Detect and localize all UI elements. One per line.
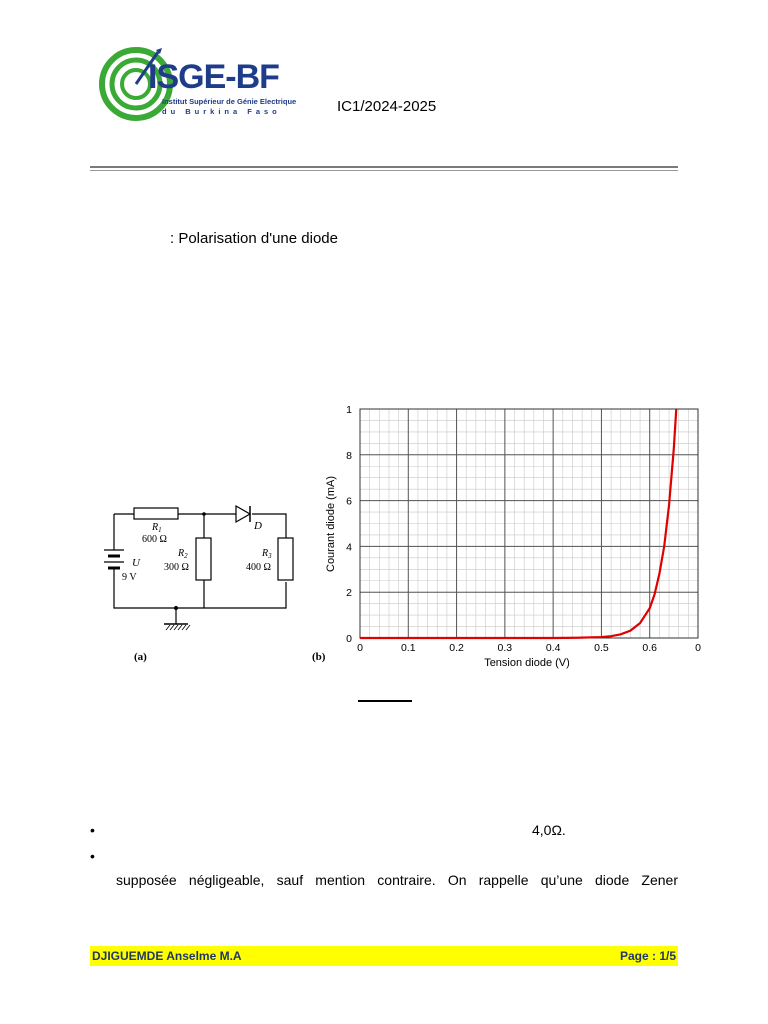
r1-label: $R_1$ (152, 522, 162, 534)
header-rule-bottom (90, 170, 678, 171)
title-underline (358, 700, 412, 702)
resistor-r2 (196, 538, 211, 580)
source-label: U (132, 557, 140, 569)
r3-label: $R_3$ (262, 548, 272, 560)
x-tick-label: 0.5 (594, 642, 609, 654)
section-subtitle: : Polarisation d'une diode (170, 230, 338, 247)
y-tick-label: 1 (346, 404, 352, 416)
x-tick-label: 0 (357, 642, 363, 654)
source-value: 9 V (122, 572, 137, 583)
bullet-2-text: supposée négligeable, sauf mention contraire. On rappelle qu’une diode Zener (116, 872, 678, 888)
diode-iv-chart (312, 398, 712, 674)
r2-label: $R_2$ (178, 548, 188, 560)
r3-value: 400 Ω (246, 562, 271, 573)
footer-author: DJIGUEMDE Anselme M.A (92, 949, 242, 963)
r1-value: 600 Ω (142, 534, 167, 545)
x-tick-label: 0.1 (400, 642, 416, 654)
bullet-1-value: 4,0Ω. (532, 822, 566, 838)
isge-bf-logo (96, 46, 346, 122)
logo-wordmark: ISGE-BF (148, 58, 279, 96)
x-axis-label: Tension diode (V) (484, 657, 570, 669)
bullet-1: • (90, 822, 95, 838)
diode-label: D (254, 520, 262, 532)
logo-subtitle-line1: Institut Supérieur de Génie Electrique (162, 97, 297, 106)
y-tick-label: 6 (346, 495, 352, 508)
ground-hatch (166, 625, 190, 630)
y-tick-label: 4 (346, 541, 352, 554)
x-tick-label: 0 (695, 642, 701, 654)
resistor-r3 (278, 538, 293, 580)
page-footer (90, 946, 678, 966)
chart-caption: (b) (312, 651, 326, 663)
x-tick-label: 0.6 (642, 642, 658, 654)
diode-symbol (236, 506, 250, 522)
circuit-diagram (96, 494, 316, 666)
y-axis-label: Courant diode (mA) (325, 476, 337, 572)
y-tick-label: 0 (346, 633, 352, 645)
header-rule-top (90, 166, 678, 168)
r2-value: 300 Ω (164, 562, 189, 573)
wire-bottom (114, 568, 286, 608)
circuit-caption: (a) (134, 651, 147, 663)
bullet-2: • (90, 848, 95, 864)
course-code: IC1/2024-2025 (337, 98, 437, 115)
chart-ticks (346, 404, 701, 654)
y-tick-label: 2 (346, 587, 352, 600)
y-tick-label: 8 (346, 449, 352, 462)
resistor-r1 (134, 508, 178, 519)
chart-grid-minor (360, 409, 698, 638)
footer-page-number: Page : 1/5 (619, 949, 676, 963)
x-tick-label: 0.2 (449, 642, 464, 654)
x-tick-label: 0.3 (497, 642, 513, 654)
x-tick-label: 0.4 (545, 642, 561, 654)
logo-subtitle-line2: du Burkina Faso (162, 107, 281, 116)
